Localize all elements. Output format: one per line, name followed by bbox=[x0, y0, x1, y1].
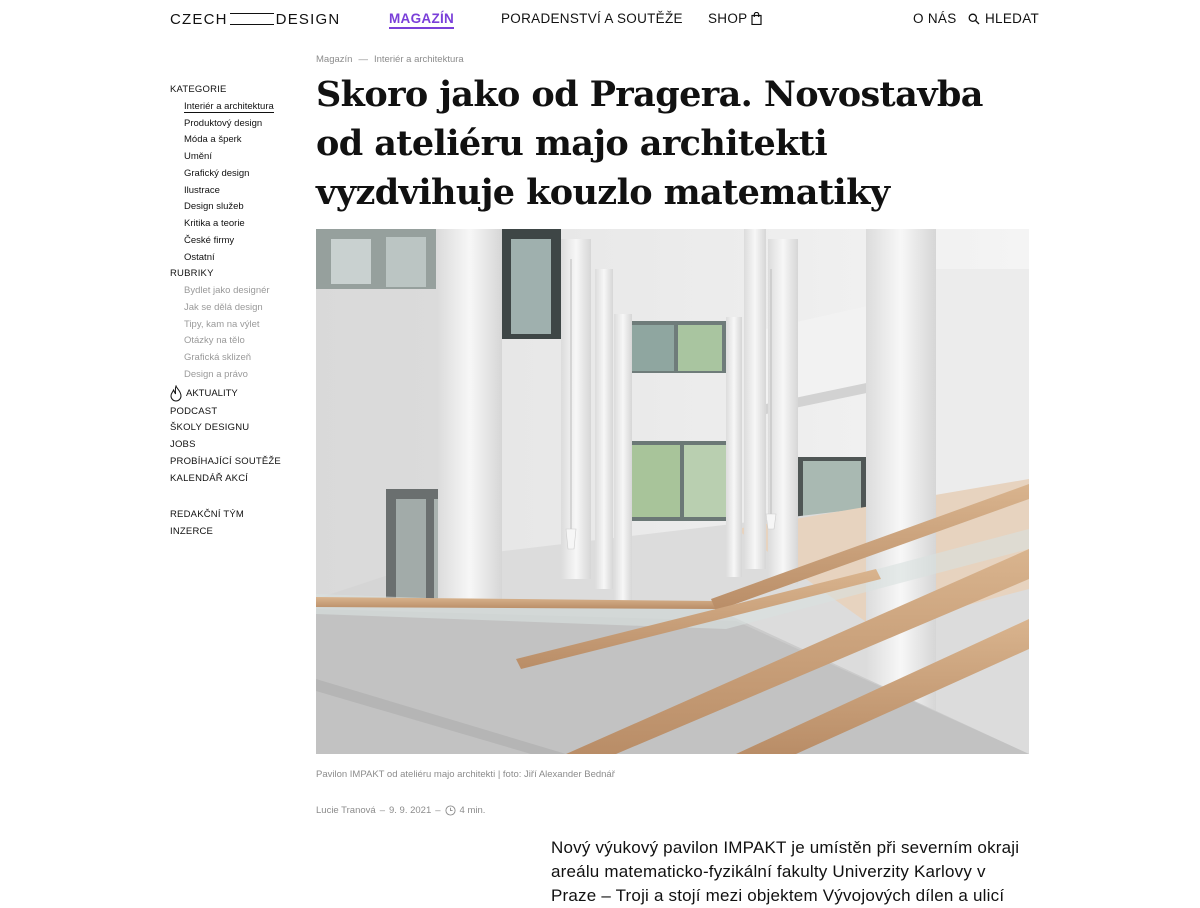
nav-magazin[interactable]: MAGAZÍN bbox=[389, 11, 454, 29]
logo-left-text: CZECH bbox=[170, 10, 228, 28]
nav-poradenstvi-a-souteze[interactable]: PORADENSTVÍ A SOUTĚŽE bbox=[501, 11, 683, 26]
sidebar-item-probihajici-souteze[interactable]: PROBÍHAJÍCÍ SOUTĚŽE bbox=[170, 455, 281, 467]
logo[interactable] bbox=[170, 10, 340, 28]
sidebar-item-podcast[interactable]: PODCAST bbox=[170, 405, 218, 417]
breadcrumb-magazin[interactable]: Magazín bbox=[316, 54, 353, 65]
sidebar-item-ostatni[interactable]: Ostatní bbox=[184, 251, 215, 263]
read-time: 4 min. bbox=[459, 805, 486, 816]
article-hero-photo[interactable] bbox=[316, 229, 1029, 754]
article-meta bbox=[316, 805, 485, 816]
photo-caption: Pavilon IMPAKT od ateliéru majo architekti | foto: Jiří Alexander Bednář bbox=[316, 769, 615, 780]
article-title: Skoro jako od Pragera. Novostavba od ateliéru majo architekti vyzdvihuje kouzlo matematiky bbox=[316, 74, 983, 213]
sidebar-item-ilustrace[interactable]: Ilustrace bbox=[184, 184, 220, 196]
search-icon bbox=[968, 13, 980, 25]
nav-o-nas[interactable]: O NÁS bbox=[913, 11, 957, 26]
nav-shop[interactable] bbox=[708, 11, 762, 26]
logo-right-text: DESIGN bbox=[275, 10, 341, 28]
sidebar bbox=[170, 82, 300, 541]
sidebar-item-ceske-firmy[interactable]: České firmy bbox=[184, 234, 235, 246]
breadcrumb-interier-a-architektura[interactable]: Interiér a architektura bbox=[373, 54, 464, 65]
sidebar-item-moda-a-sperk[interactable]: Móda a šperk bbox=[184, 134, 242, 146]
sidebar-item-redakcni-tym[interactable]: REDAKČNÍ TÝM bbox=[170, 509, 245, 521]
sidebar-item-kritika-a-teorie[interactable]: Kritika a teorie bbox=[184, 218, 245, 229]
sidebar-item-label: Interiér a architektura bbox=[184, 100, 274, 112]
meta-separator: – bbox=[379, 805, 385, 816]
sidebar-item-otazky-na-telo[interactable]: Otázky na tělo bbox=[184, 335, 245, 347]
sidebar-item-jobs[interactable]: JOBS bbox=[170, 439, 196, 450]
breadcrumb-separator: — bbox=[358, 54, 368, 65]
sidebar-item-bydlet-jako-designer[interactable]: Bydlet jako designér bbox=[184, 285, 270, 296]
sidebar-item-graficky-design[interactable]: Grafický design bbox=[184, 167, 250, 179]
nav-hledat-label: HLEDAT bbox=[985, 11, 1040, 26]
sidebar-item-design-a-pravo[interactable]: Design a právo bbox=[184, 368, 248, 380]
hero-photo-illustration bbox=[316, 229, 1029, 754]
sidebar-kategorie-heading[interactable]: KATEGORIE bbox=[170, 84, 227, 95]
meta-separator: – bbox=[435, 805, 441, 816]
article-lead-paragraph: Nový výukový pavilon IMPAKT je umístěn při severním okraji areálu matematicko-fyzikální fakulty Univerzity Karlovy v Praze – Troji a stojí mezi objektem Vývojových dílen a ulicí bbox=[551, 838, 1020, 905]
sidebar-item-graficka-sklizen[interactable]: Grafická sklizeň bbox=[184, 352, 252, 363]
publish-date: 9. 9. 2021 bbox=[388, 805, 432, 816]
sidebar-item-skoly-designu[interactable]: ŠKOLY DESIGNU bbox=[170, 422, 250, 434]
breadcrumb bbox=[316, 54, 464, 65]
sidebar-item-tipy-kam-na-vylet[interactable]: Tipy, kam na výlet bbox=[184, 318, 260, 330]
sidebar-item-design-sluzeb[interactable]: Design služeb bbox=[184, 201, 244, 213]
clock-icon bbox=[445, 805, 456, 816]
sidebar-item-produktovy-design[interactable]: Produktový design bbox=[184, 117, 263, 129]
sidebar-item-jak-se-dela-design[interactable]: Jak se dělá design bbox=[184, 301, 263, 313]
flame-icon bbox=[169, 385, 183, 403]
sidebar-item-umeni[interactable]: Umění bbox=[184, 151, 212, 162]
sidebar-item-aktuality[interactable] bbox=[169, 384, 300, 404]
sidebar-item-interier-a-architektura[interactable] bbox=[170, 99, 300, 116]
sidebar-spacer bbox=[170, 487, 300, 507]
logo-bar bbox=[230, 13, 274, 25]
sidebar-rubriky-heading[interactable]: RUBRIKY bbox=[170, 268, 214, 280]
shopping-bag-icon bbox=[751, 12, 762, 25]
sidebar-item-label: AKTUALITY bbox=[186, 388, 238, 399]
nav-shop-label: SHOP bbox=[708, 11, 748, 26]
nav-hledat[interactable] bbox=[968, 11, 1039, 26]
sidebar-item-inzerce[interactable]: INZERCE bbox=[170, 526, 214, 537]
sidebar-item-kalendar-akci[interactable]: KALENDÁŘ AKCÍ bbox=[170, 472, 249, 484]
author-link[interactable]: Lucie Tranová bbox=[316, 805, 376, 816]
